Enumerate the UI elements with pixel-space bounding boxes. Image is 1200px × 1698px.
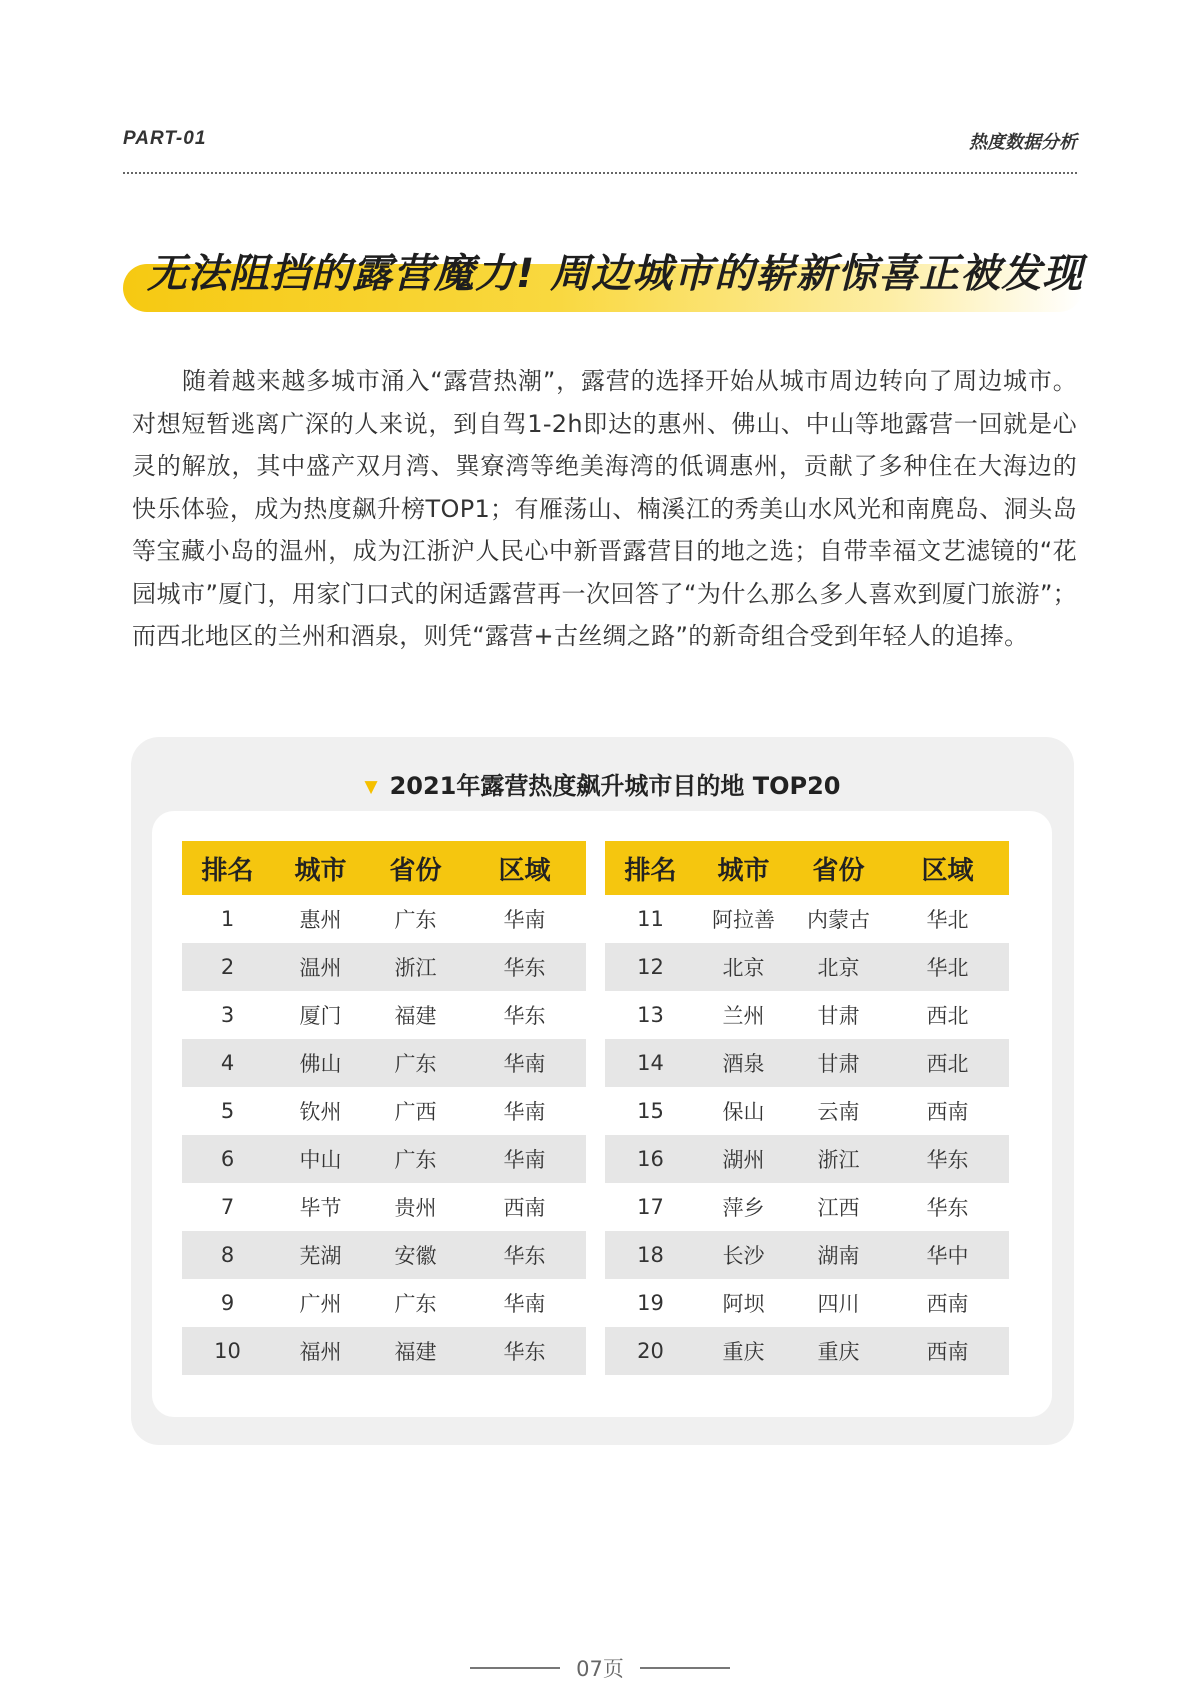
cell-region: 华南 (463, 1039, 586, 1087)
ranking-table-right (605, 841, 1009, 1375)
cell-rank: 11 (637, 907, 664, 931)
table-row (182, 1039, 586, 1087)
table-row (605, 943, 1009, 991)
table-row (182, 1327, 586, 1375)
table-row (182, 1087, 586, 1135)
table-row (182, 895, 586, 943)
ranking-table-left (182, 841, 586, 1375)
cell-city: 阿拉善 (712, 908, 775, 932)
table-row (182, 1231, 586, 1279)
cell-rank: 2 (182, 943, 273, 991)
header-province: 省份 (791, 841, 886, 895)
cell-city: 福州 (273, 1327, 368, 1375)
body-paragraph: 随着越来越多城市涌入“露营热潮”，露营的选择开始从城市周边转向了周边城市。对想短暂逃离广深的人来说，到自驾1-2h即达的惠州、佛山、中山等地露营一回就是心灵的解放，其中盛产双月湾、巽寮湾等绝美海湾的低调惠州，贡献了多种住在大海边的快乐体验，成为热度飙升榜TOP1；有雁荡山、楠溪江的秀美山水风光和南麂岛、洞头岛等宝藏小岛的温州，成为江浙沪人民心中新晋露营目的地之选；自带幸福文艺滤镜的“花园城市”厦门，用家门口式的闲适露营再一次回答了“为什么那么多人喜欢到厦门旅游”；而西北地区的兰州和酒泉，则凭“露营+古丝绸之路”的新奇组合受到年轻人的追捧。 (132, 367, 1077, 650)
cell-rank: 1 (220, 907, 235, 931)
cell-region: 华北 (926, 908, 969, 932)
cell-rank: 15 (637, 1099, 664, 1123)
cell-province: 安徽 (368, 1231, 463, 1279)
cell-region: 西南 (926, 1100, 969, 1124)
cell-region: 华东 (463, 1231, 586, 1279)
part-label: PART-01 (123, 128, 207, 149)
header-rank: 排名 (605, 841, 696, 895)
cell-province: 江西 (817, 1196, 860, 1220)
cell-province: 湖南 (791, 1231, 886, 1279)
cell-rank: 18 (605, 1231, 696, 1279)
table-row (182, 1279, 586, 1327)
cell-city: 毕节 (299, 1196, 342, 1220)
table-row (182, 1135, 586, 1183)
header-region: 区域 (886, 841, 1009, 895)
cell-rank: 9 (220, 1291, 235, 1315)
cell-province: 广东 (394, 1292, 437, 1316)
cell-city: 芜湖 (273, 1231, 368, 1279)
table-row (182, 991, 586, 1039)
header-city: 城市 (696, 841, 791, 895)
cell-city: 惠州 (299, 908, 342, 932)
cell-region: 华中 (886, 1231, 1009, 1279)
cell-province: 重庆 (791, 1327, 886, 1375)
header-region: 区域 (463, 841, 586, 895)
table-title-text: 2021年露营热度飙升城市目的地 TOP20 (389, 772, 841, 800)
cell-province: 广东 (368, 1039, 463, 1087)
page-number: 07页 (576, 1657, 624, 1681)
table-row (605, 1231, 1009, 1279)
cell-rank: 4 (182, 1039, 273, 1087)
cell-province: 广东 (368, 1135, 463, 1183)
cell-province: 福建 (368, 1327, 463, 1375)
cell-rank: 17 (637, 1195, 664, 1219)
cell-city: 酒泉 (696, 1039, 791, 1087)
footer-line-right (640, 1667, 730, 1669)
cell-region: 西北 (926, 1004, 969, 1028)
cell-city: 兰州 (722, 1004, 765, 1028)
cell-rank: 12 (605, 943, 696, 991)
cell-region: 西南 (886, 1327, 1009, 1375)
table-row (182, 1183, 586, 1231)
cell-city: 广州 (299, 1292, 342, 1316)
table-row (605, 1327, 1009, 1375)
triangle-down-icon: ▼ (364, 777, 378, 797)
cell-region: 华南 (503, 908, 546, 932)
cell-province: 浙江 (791, 1135, 886, 1183)
cell-city: 长沙 (696, 1231, 791, 1279)
table-row (605, 991, 1009, 1039)
cell-city: 萍乡 (722, 1196, 765, 1220)
cell-region: 华东 (503, 1004, 546, 1028)
cell-city: 钦州 (299, 1100, 342, 1124)
cell-region: 华南 (463, 1135, 586, 1183)
cell-province: 北京 (791, 943, 886, 991)
table-row (605, 1087, 1009, 1135)
cell-city: 重庆 (696, 1327, 791, 1375)
cell-province: 贵州 (394, 1196, 437, 1220)
cell-region: 华东 (463, 1327, 586, 1375)
cell-rank: 10 (182, 1327, 273, 1375)
cell-city: 湖州 (696, 1135, 791, 1183)
ranking-rows-right (605, 895, 1009, 1375)
cell-city: 阿坝 (722, 1292, 765, 1316)
cell-rank: 13 (637, 1003, 664, 1027)
cell-region: 华东 (886, 1135, 1009, 1183)
cell-rank: 3 (220, 1003, 235, 1027)
cell-rank: 14 (605, 1039, 696, 1087)
cell-province: 云南 (817, 1100, 860, 1124)
cell-rank: 20 (605, 1327, 696, 1375)
cell-region: 华北 (886, 943, 1009, 991)
page-header (123, 128, 1077, 174)
section-title-text: 无法阻挡的露营魔力! 周边城市的崭新惊喜正被发现 (147, 251, 1084, 297)
cell-rank: 8 (182, 1231, 273, 1279)
cell-city: 厦门 (299, 1004, 342, 1028)
cell-province: 四川 (817, 1292, 860, 1316)
cell-province: 广西 (394, 1100, 437, 1124)
cell-rank: 16 (605, 1135, 696, 1183)
cell-region: 华东 (463, 943, 586, 991)
cell-rank: 7 (220, 1195, 235, 1219)
table-title (131, 766, 1074, 801)
cell-rank: 5 (220, 1099, 235, 1123)
cell-province: 甘肃 (791, 1039, 886, 1087)
section-label: 热度数据分析 (969, 132, 1077, 153)
cell-region: 西南 (926, 1292, 969, 1316)
table-row (605, 895, 1009, 943)
table-row (605, 1183, 1009, 1231)
cell-region: 华南 (503, 1100, 546, 1124)
ranking-rows-left (182, 895, 586, 1375)
cell-province: 甘肃 (817, 1004, 860, 1028)
cell-region: 华南 (503, 1292, 546, 1316)
header-province: 省份 (368, 841, 463, 895)
cell-city: 佛山 (273, 1039, 368, 1087)
cell-region: 西南 (503, 1196, 546, 1220)
cell-city: 中山 (273, 1135, 368, 1183)
cell-province: 福建 (394, 1004, 437, 1028)
ranking-card (131, 737, 1074, 1445)
table-row (605, 1039, 1009, 1087)
cell-city: 温州 (273, 943, 368, 991)
cell-province: 广东 (394, 908, 437, 932)
header-rank: 排名 (182, 841, 273, 895)
cell-rank: 19 (637, 1291, 664, 1315)
cell-city: 保山 (722, 1100, 765, 1124)
cell-province: 浙江 (368, 943, 463, 991)
table-header-row (182, 841, 586, 895)
cell-region: 华东 (926, 1196, 969, 1220)
cell-rank: 6 (182, 1135, 273, 1183)
ranking-table-container (152, 811, 1052, 1417)
section-title (123, 242, 1083, 314)
table-row (182, 943, 586, 991)
header-city: 城市 (273, 841, 368, 895)
cell-region: 西北 (886, 1039, 1009, 1087)
cell-city: 北京 (696, 943, 791, 991)
cell-province: 内蒙古 (807, 908, 870, 932)
table-row (605, 1279, 1009, 1327)
table-row (605, 1135, 1009, 1183)
table-header-row (605, 841, 1009, 895)
